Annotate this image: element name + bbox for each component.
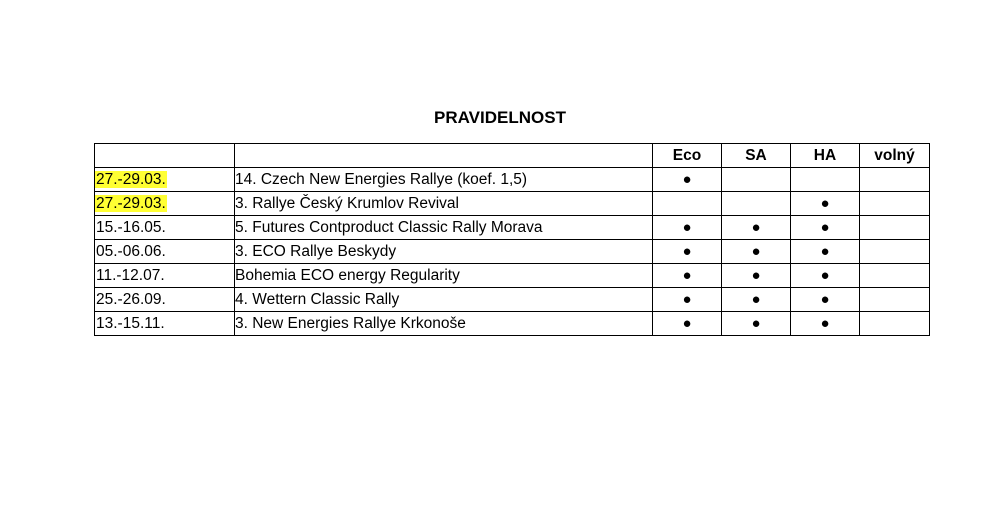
sa-cell (722, 192, 791, 216)
date-text: 27.-29.03. (96, 171, 166, 188)
page-title: PRAVIDELNOST (434, 108, 566, 127)
date-cell (95, 312, 235, 336)
date-text: 11.-12.07. (96, 267, 165, 284)
sa-cell: ● (722, 288, 791, 312)
eco-cell: ● (653, 312, 722, 336)
event-cell: 5. Futures Contproduct Classic Rally Morava (235, 216, 653, 240)
header-eco: Eco (653, 144, 722, 168)
event-cell: 3. Rallye Český Krumlov Revival (235, 192, 653, 216)
ha-cell: ● (791, 216, 860, 240)
sa-cell: ● (722, 264, 791, 288)
volny-cell (860, 264, 930, 288)
sa-cell (722, 168, 791, 192)
ha-cell: ● (791, 312, 860, 336)
event-cell: Bohemia ECO energy Regularity (235, 264, 653, 288)
date-cell (95, 240, 235, 264)
date-text: 25.-26.09. (96, 291, 166, 308)
event-cell: 4. Wettern Classic Rally (235, 288, 653, 312)
ha-cell (791, 168, 860, 192)
volny-cell (860, 240, 930, 264)
table-row (95, 168, 930, 192)
event-cell: 3. ECO Rallye Beskydy (235, 240, 653, 264)
ha-cell: ● (791, 192, 860, 216)
header-date (95, 144, 235, 168)
table-row (95, 312, 930, 336)
eco-cell: ● (653, 216, 722, 240)
sa-cell: ● (722, 216, 791, 240)
date-text: 15.-16.05. (96, 219, 166, 236)
header-event (235, 144, 653, 168)
date-cell (95, 168, 235, 192)
sa-cell: ● (722, 312, 791, 336)
date-text: 27.-29.03. (96, 195, 166, 212)
volny-cell (860, 288, 930, 312)
volny-cell (860, 168, 930, 192)
date-text: 05.-06.06. (96, 243, 166, 260)
volny-cell (860, 216, 930, 240)
table-header-row (95, 144, 930, 168)
header-sa: SA (722, 144, 791, 168)
sa-cell: ● (722, 240, 791, 264)
table-row (95, 288, 930, 312)
event-cell: 14. Czech New Energies Rallye (koef. 1,5) (235, 168, 653, 192)
eco-cell: ● (653, 168, 722, 192)
date-cell (95, 216, 235, 240)
table-row (95, 216, 930, 240)
eco-cell: ● (653, 240, 722, 264)
date-text: 13.-15.11. (96, 315, 165, 332)
ha-cell: ● (791, 288, 860, 312)
eco-cell: ● (653, 288, 722, 312)
date-cell (95, 288, 235, 312)
table-row (95, 240, 930, 264)
date-cell (95, 264, 235, 288)
volny-cell (860, 312, 930, 336)
ha-cell: ● (791, 264, 860, 288)
eco-cell (653, 192, 722, 216)
table-row (95, 192, 930, 216)
header-ha: HA (791, 144, 860, 168)
schedule-table (94, 143, 930, 336)
ha-cell: ● (791, 240, 860, 264)
volny-cell (860, 192, 930, 216)
header-volny: volný (860, 144, 930, 168)
date-cell (95, 192, 235, 216)
eco-cell: ● (653, 264, 722, 288)
event-cell: 3. New Energies Rallye Krkonoše (235, 312, 653, 336)
table-row (95, 264, 930, 288)
